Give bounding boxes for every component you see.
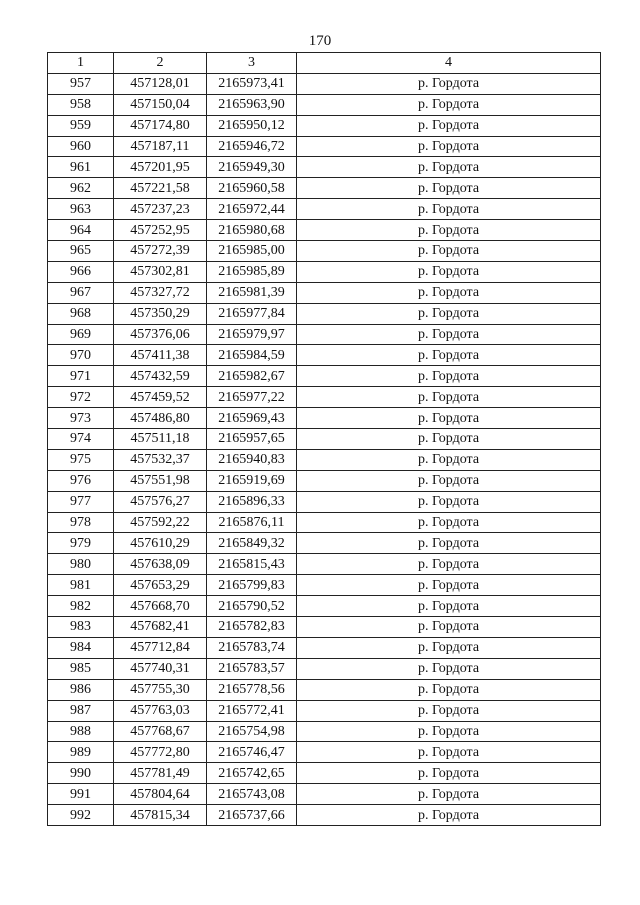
cell-x-coordinate: 457150,04	[114, 94, 207, 115]
cell-x-coordinate: 457302,81	[114, 261, 207, 282]
cell-y-coordinate: 2165782,83	[207, 617, 297, 638]
cell-point-number: 962	[48, 178, 114, 199]
cell-description: р. Гордота	[297, 429, 601, 450]
table-row	[48, 220, 601, 241]
table-row	[48, 282, 601, 303]
cell-point-number: 978	[48, 512, 114, 533]
cell-point-number: 966	[48, 261, 114, 282]
cell-description: р. Гордота	[297, 220, 601, 241]
cell-point-number: 970	[48, 345, 114, 366]
cell-x-coordinate: 457682,41	[114, 617, 207, 638]
cell-x-coordinate: 457432,59	[114, 366, 207, 387]
cell-x-coordinate: 457411,38	[114, 345, 207, 366]
cell-point-number: 975	[48, 449, 114, 470]
cell-x-coordinate: 457815,34	[114, 805, 207, 826]
table-row	[48, 449, 601, 470]
cell-x-coordinate: 457772,80	[114, 742, 207, 763]
table-row	[48, 94, 601, 115]
cell-x-coordinate: 457551,98	[114, 470, 207, 491]
cell-description: р. Гордота	[297, 366, 601, 387]
cell-x-coordinate: 457221,58	[114, 178, 207, 199]
cell-x-coordinate: 457768,67	[114, 721, 207, 742]
cell-point-number: 967	[48, 282, 114, 303]
cell-y-coordinate: 2165876,11	[207, 512, 297, 533]
cell-description: р. Гордота	[297, 387, 601, 408]
cell-x-coordinate: 457740,31	[114, 658, 207, 679]
table-row	[48, 366, 601, 387]
cell-point-number: 981	[48, 575, 114, 596]
table-row	[48, 533, 601, 554]
cell-point-number: 969	[48, 324, 114, 345]
cell-point-number: 965	[48, 241, 114, 262]
table-row	[48, 241, 601, 262]
table-row	[48, 554, 601, 575]
cell-description: р. Гордота	[297, 470, 601, 491]
cell-x-coordinate: 457592,22	[114, 512, 207, 533]
cell-x-coordinate: 457128,01	[114, 73, 207, 94]
cell-x-coordinate: 457252,95	[114, 220, 207, 241]
column-header-4: 4	[297, 53, 601, 74]
cell-x-coordinate: 457350,29	[114, 303, 207, 324]
cell-description: р. Гордота	[297, 261, 601, 282]
cell-y-coordinate: 2165960,58	[207, 178, 297, 199]
cell-y-coordinate: 2165980,68	[207, 220, 297, 241]
cell-description: р. Гордота	[297, 345, 601, 366]
table-row	[48, 617, 601, 638]
cell-description: р. Гордота	[297, 282, 601, 303]
cell-point-number: 991	[48, 784, 114, 805]
cell-x-coordinate: 457781,49	[114, 763, 207, 784]
cell-description: р. Гордота	[297, 533, 601, 554]
cell-description: р. Гордота	[297, 157, 601, 178]
cell-y-coordinate: 2165972,44	[207, 199, 297, 220]
cell-point-number: 968	[48, 303, 114, 324]
table-row	[48, 679, 601, 700]
cell-x-coordinate: 457486,80	[114, 408, 207, 429]
cell-x-coordinate: 457187,11	[114, 136, 207, 157]
table-row	[48, 805, 601, 826]
table-row	[48, 784, 601, 805]
cell-x-coordinate: 457327,72	[114, 282, 207, 303]
cell-y-coordinate: 2165963,90	[207, 94, 297, 115]
cell-description: р. Гордота	[297, 617, 601, 638]
cell-point-number: 983	[48, 617, 114, 638]
cell-x-coordinate: 457201,95	[114, 157, 207, 178]
cell-y-coordinate: 2165969,43	[207, 408, 297, 429]
cell-description: р. Гордота	[297, 637, 601, 658]
cell-description: р. Гордота	[297, 199, 601, 220]
cell-point-number: 974	[48, 429, 114, 450]
cell-point-number: 988	[48, 721, 114, 742]
table-row	[48, 199, 601, 220]
cell-description: р. Гордота	[297, 449, 601, 470]
cell-x-coordinate: 457174,80	[114, 115, 207, 136]
table-row	[48, 742, 601, 763]
cell-x-coordinate: 457610,29	[114, 533, 207, 554]
cell-point-number: 958	[48, 94, 114, 115]
cell-y-coordinate: 2165790,52	[207, 596, 297, 617]
cell-description: р. Гордота	[297, 763, 601, 784]
table-header-row	[48, 53, 601, 74]
cell-y-coordinate: 2165743,08	[207, 784, 297, 805]
cell-x-coordinate: 457272,39	[114, 241, 207, 262]
column-header-2: 2	[114, 53, 207, 74]
column-header-3: 3	[207, 53, 297, 74]
cell-y-coordinate: 2165985,00	[207, 241, 297, 262]
cell-y-coordinate: 2165849,32	[207, 533, 297, 554]
cell-description: р. Гордота	[297, 94, 601, 115]
table-row	[48, 763, 601, 784]
cell-y-coordinate: 2165815,43	[207, 554, 297, 575]
cell-point-number: 979	[48, 533, 114, 554]
cell-description: р. Гордота	[297, 805, 601, 826]
table-row	[48, 658, 601, 679]
cell-description: р. Гордота	[297, 658, 601, 679]
table-row	[48, 429, 601, 450]
cell-x-coordinate: 457763,03	[114, 700, 207, 721]
cell-x-coordinate: 457712,84	[114, 637, 207, 658]
table-row	[48, 157, 601, 178]
cell-description: р. Гордота	[297, 73, 601, 94]
cell-description: р. Гордота	[297, 324, 601, 345]
cell-x-coordinate: 457653,29	[114, 575, 207, 596]
cell-y-coordinate: 2165949,30	[207, 157, 297, 178]
cell-point-number: 961	[48, 157, 114, 178]
cell-point-number: 989	[48, 742, 114, 763]
coordinates-table	[47, 52, 601, 826]
cell-description: р. Гордота	[297, 575, 601, 596]
cell-point-number: 964	[48, 220, 114, 241]
cell-y-coordinate: 2165977,22	[207, 387, 297, 408]
cell-y-coordinate: 2165737,66	[207, 805, 297, 826]
cell-x-coordinate: 457576,27	[114, 491, 207, 512]
table-row	[48, 303, 601, 324]
cell-x-coordinate: 457237,23	[114, 199, 207, 220]
cell-description: р. Гордота	[297, 303, 601, 324]
cell-y-coordinate: 2165940,83	[207, 449, 297, 470]
cell-y-coordinate: 2165946,72	[207, 136, 297, 157]
table-body	[48, 73, 601, 825]
table-row	[48, 408, 601, 429]
page-number: 170	[308, 33, 332, 49]
cell-description: р. Гордота	[297, 742, 601, 763]
cell-y-coordinate: 2165799,83	[207, 575, 297, 596]
cell-point-number: 976	[48, 470, 114, 491]
table-row	[48, 345, 601, 366]
cell-x-coordinate: 457755,30	[114, 679, 207, 700]
cell-description: р. Гордота	[297, 178, 601, 199]
cell-description: р. Гордота	[297, 596, 601, 617]
cell-y-coordinate: 2165778,56	[207, 679, 297, 700]
cell-y-coordinate: 2165950,12	[207, 115, 297, 136]
column-header-1: 1	[48, 53, 114, 74]
table-row	[48, 575, 601, 596]
cell-point-number: 984	[48, 637, 114, 658]
cell-y-coordinate: 2165957,65	[207, 429, 297, 450]
cell-description: р. Гордота	[297, 554, 601, 575]
table-row	[48, 387, 601, 408]
cell-y-coordinate: 2165981,39	[207, 282, 297, 303]
cell-x-coordinate: 457511,18	[114, 429, 207, 450]
cell-description: р. Гордота	[297, 115, 601, 136]
cell-y-coordinate: 2165742,65	[207, 763, 297, 784]
table-row	[48, 700, 601, 721]
cell-description: р. Гордота	[297, 784, 601, 805]
cell-description: р. Гордота	[297, 700, 601, 721]
cell-description: р. Гордота	[297, 721, 601, 742]
cell-x-coordinate: 457376,06	[114, 324, 207, 345]
table-row	[48, 470, 601, 491]
cell-description: р. Гордота	[297, 408, 601, 429]
cell-point-number: 982	[48, 596, 114, 617]
cell-y-coordinate: 2165973,41	[207, 73, 297, 94]
cell-y-coordinate: 2165982,67	[207, 366, 297, 387]
cell-point-number: 959	[48, 115, 114, 136]
cell-point-number: 960	[48, 136, 114, 157]
cell-point-number: 992	[48, 805, 114, 826]
cell-description: р. Гордота	[297, 241, 601, 262]
cell-y-coordinate: 2165896,33	[207, 491, 297, 512]
table-row	[48, 115, 601, 136]
cell-point-number: 972	[48, 387, 114, 408]
cell-y-coordinate: 2165746,47	[207, 742, 297, 763]
table-row	[48, 596, 601, 617]
cell-point-number: 987	[48, 700, 114, 721]
cell-x-coordinate: 457804,64	[114, 784, 207, 805]
table-row	[48, 512, 601, 533]
cell-y-coordinate: 2165979,97	[207, 324, 297, 345]
cell-point-number: 971	[48, 366, 114, 387]
cell-point-number: 985	[48, 658, 114, 679]
table-row	[48, 261, 601, 282]
cell-point-number: 957	[48, 73, 114, 94]
table-row	[48, 721, 601, 742]
cell-description: р. Гордота	[297, 491, 601, 512]
table-row	[48, 136, 601, 157]
cell-y-coordinate: 2165783,74	[207, 637, 297, 658]
cell-point-number: 963	[48, 199, 114, 220]
cell-x-coordinate: 457668,70	[114, 596, 207, 617]
table-row	[48, 324, 601, 345]
cell-description: р. Гордота	[297, 679, 601, 700]
table-row	[48, 178, 601, 199]
cell-x-coordinate: 457532,37	[114, 449, 207, 470]
cell-description: р. Гордота	[297, 136, 601, 157]
cell-y-coordinate: 2165985,89	[207, 261, 297, 282]
cell-point-number: 986	[48, 679, 114, 700]
cell-y-coordinate: 2165783,57	[207, 658, 297, 679]
table-row	[48, 637, 601, 658]
cell-description: р. Гордота	[297, 512, 601, 533]
cell-y-coordinate: 2165772,41	[207, 700, 297, 721]
cell-y-coordinate: 2165984,59	[207, 345, 297, 366]
cell-x-coordinate: 457638,09	[114, 554, 207, 575]
table-row	[48, 73, 601, 94]
cell-point-number: 990	[48, 763, 114, 784]
cell-y-coordinate: 2165977,84	[207, 303, 297, 324]
cell-point-number: 977	[48, 491, 114, 512]
table-row	[48, 491, 601, 512]
cell-y-coordinate: 2165754,98	[207, 721, 297, 742]
cell-point-number: 973	[48, 408, 114, 429]
cell-x-coordinate: 457459,52	[114, 387, 207, 408]
cell-y-coordinate: 2165919,69	[207, 470, 297, 491]
cell-point-number: 980	[48, 554, 114, 575]
